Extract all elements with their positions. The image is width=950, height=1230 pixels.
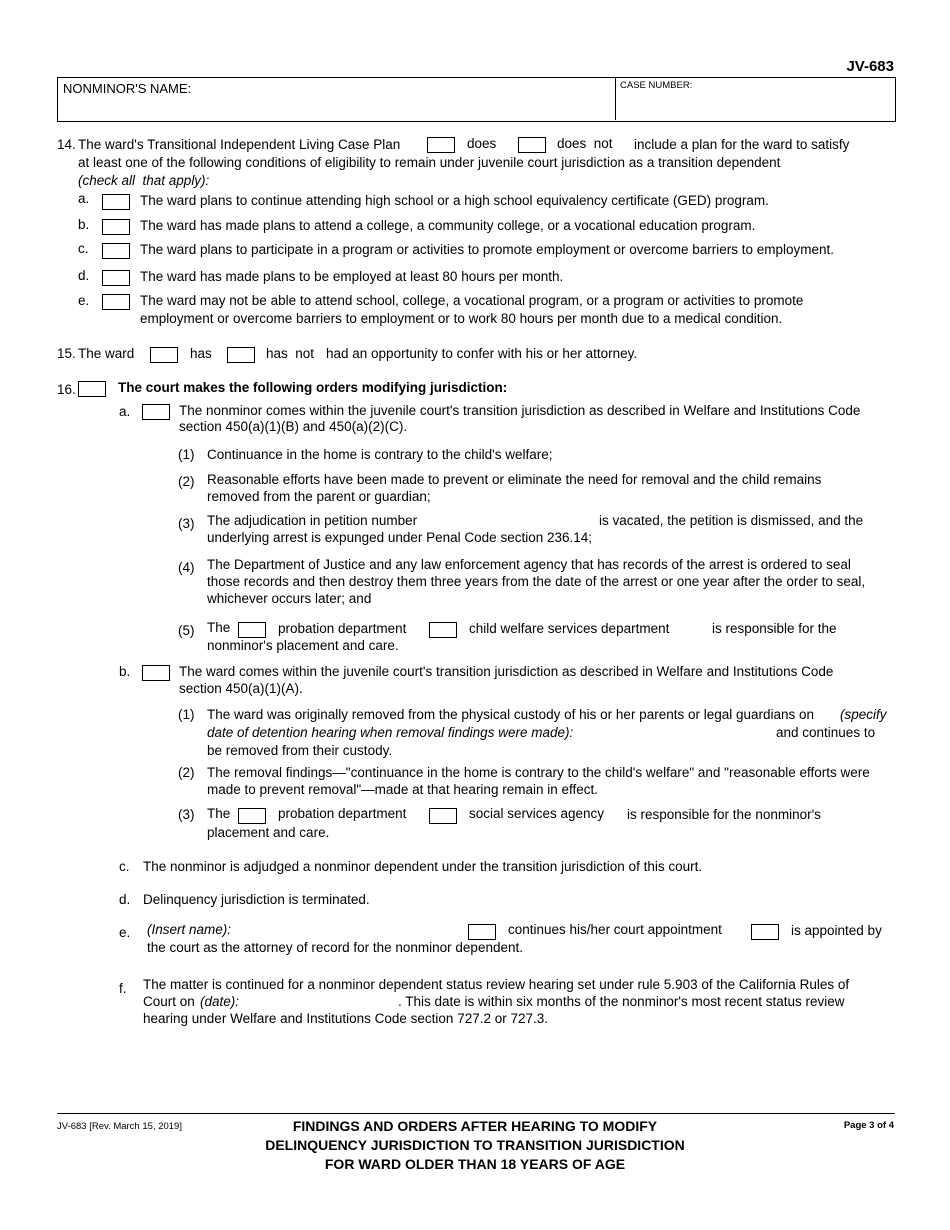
item-16b2-line2: made to prevent removal"—made at that hearing remain in effect. — [207, 782, 598, 797]
item-16b1-line3: be removed from their custody. — [207, 743, 393, 758]
item-16-heading: The court makes the following orders modifying jurisdiction: — [118, 380, 508, 395]
item-14d-checkbox[interactable] — [102, 270, 130, 286]
item-16a4-number: (4) — [178, 560, 195, 575]
item-14-does-not-label: does not — [557, 136, 613, 151]
item-14-does-checkbox[interactable] — [427, 137, 455, 153]
footer-title-line1: FINDINGS AND ORDERS AFTER HEARING TO MODIFY — [292, 1118, 658, 1134]
item-14-option-letter: c. — [78, 241, 89, 256]
item-15-has-checkbox[interactable] — [150, 347, 178, 363]
item-16f-date-label: (date): — [200, 994, 240, 1009]
item-16e-letter: e. — [119, 925, 131, 940]
item-15-tail: had an opportunity to confer with his or her attorney. — [326, 346, 638, 361]
item-14b-text: The ward has made plans to attend a college, a community college, or a vocational education program. — [140, 218, 756, 233]
item-15-has-not-checkbox[interactable] — [227, 347, 255, 363]
item-16f-line1: The matter is continued for a nonminor dependent status review hearing set under rule 5.903 of the California Rules of — [143, 977, 850, 992]
item-16a4-line2: those records and then destroy them three years from the date of the arrest or one year after the order to seal, — [207, 574, 866, 589]
item-16b3-ssa-checkbox[interactable] — [429, 808, 457, 824]
item-16a5-cws-checkbox[interactable] — [429, 622, 457, 638]
case-number-label: CASE NUMBER: — [620, 80, 693, 91]
item-14e-text: The ward may not be able to attend school, college, a vocational program, or a program or activities to promote — [140, 293, 804, 308]
item-16b-checkbox[interactable] — [142, 665, 170, 681]
item-14-tail: include a plan for the ward to satisfy — [634, 137, 850, 152]
item-14-line2: at least one of the following conditions of eligibility to remain under juvenile court jurisdiction as a transition dependent — [78, 155, 781, 170]
item-16f-line3: hearing under Welfare and Institutions Code section 727.2 or 727.3. — [143, 1011, 549, 1026]
item-16a5-number: (5) — [178, 623, 195, 638]
item-15-has-not-label: has not — [266, 346, 315, 361]
item-14-does-label: does — [467, 136, 497, 151]
review-hearing-date-field[interactable] — [250, 994, 395, 1010]
item-16a5-the: The — [207, 620, 231, 635]
item-14d-text: The ward has made plans to be employed at least 80 hours per month. — [140, 269, 564, 284]
footer-title-line3: FOR WARD OLDER THAN 18 YEARS OF AGE — [324, 1156, 626, 1172]
footer-revision: JV-683 [Rev. March 15, 2019] — [57, 1121, 182, 1132]
petition-number-field[interactable] — [430, 513, 590, 529]
item-14c-checkbox[interactable] — [102, 243, 130, 259]
item-14-option-letter: a. — [78, 191, 90, 206]
item-16-checkbox[interactable] — [78, 381, 106, 397]
item-16b1-number: (1) — [178, 707, 195, 722]
item-14a-text: The ward plans to continue attending high school or a high school equivalency certificate (GED) program. — [140, 193, 769, 208]
item-16b3-ssa-label: social services agency — [469, 806, 605, 821]
item-16e-continues-checkbox[interactable] — [468, 924, 496, 940]
item-16f-letter: f. — [119, 981, 127, 996]
item-16a-letter: a. — [119, 404, 131, 419]
item-16d-text: Delinquency jurisdiction is terminated. — [143, 892, 370, 907]
item-14-option-letter: b. — [78, 217, 90, 232]
item-16a5-probation-label: probation department — [278, 621, 407, 636]
item-16e-appointed-checkbox[interactable] — [751, 924, 779, 940]
item-16f-line2a: Court on — [143, 994, 195, 1009]
item-16a3-number: (3) — [178, 516, 195, 531]
item-14-number: 14. — [57, 137, 76, 152]
nonminor-name-label: NONMINOR'S NAME: — [63, 81, 192, 96]
item-16a5-tail: is responsible for the — [712, 621, 837, 636]
item-16a5-probation-checkbox[interactable] — [238, 622, 266, 638]
item-16b1-line1a: The ward was originally removed from the physical custody of his or her parents or legal guardians on — [207, 707, 815, 722]
item-16b2-number: (2) — [178, 765, 195, 780]
item-15-has-label: has — [190, 346, 212, 361]
item-16b1-line1b: (specify — [840, 707, 887, 722]
item-14-option-letter: d. — [78, 268, 90, 283]
item-16b3-number: (3) — [178, 807, 195, 822]
case-number-field[interactable] — [620, 96, 890, 114]
item-15-lead: The ward — [78, 346, 135, 361]
item-16a1-number: (1) — [178, 447, 195, 462]
item-16b2-line1: The removal findings—"continuance in the home is contrary to the child's welfare" and "reasonable efforts were — [207, 765, 870, 780]
item-16b1-line2b: and continues to — [776, 725, 876, 740]
item-14-lead: The ward's Transitional Independent Living Case Plan — [78, 137, 401, 152]
item-14-option-letter: e. — [78, 293, 90, 308]
item-16e-continues-label: continues his/her court appointment — [508, 922, 722, 937]
item-16a4-line3: whichever occurs later; and — [207, 591, 372, 606]
item-14b-checkbox[interactable] — [102, 219, 130, 235]
item-16b-line2: section 450(a)(1)(A). — [179, 681, 303, 696]
footer-rule — [57, 1113, 895, 1114]
item-16a4-line1: The Department of Justice and any law enforcement agency that has records of the arrest is ordered to seal — [207, 557, 851, 572]
footer-title-line2: DELINQUENCY JURISDICTION TO TRANSITION JURISDICTION — [265, 1137, 685, 1153]
item-16a3-tail: is vacated, the petition is dismissed, and the — [599, 513, 864, 528]
item-16c-text: The nonminor is adjudged a nonminor dependent under the transition jurisdiction of this court. — [143, 859, 703, 874]
item-16-number: 16. — [57, 382, 76, 397]
item-16b3-probation-label: probation department — [278, 806, 407, 821]
item-16a-line2: section 450(a)(1)(B) and 450(a)(2)(C). — [179, 419, 408, 434]
footer-page-number: Page 3 of 4 — [843, 1120, 894, 1131]
item-16d-letter: d. — [119, 892, 131, 907]
item-16a1-text: Continuance in the home is contrary to the child's welfare; — [207, 447, 553, 462]
item-16e-insert-label: (Insert name): — [147, 922, 232, 937]
item-14-does-not-checkbox[interactable] — [518, 137, 546, 153]
item-16a5-line2: nonminor's placement and care. — [207, 638, 399, 653]
item-16a-checkbox[interactable] — [142, 404, 170, 420]
item-16b3-the: The — [207, 806, 231, 821]
item-14c-text: The ward plans to participate in a program or activities to promote employment or overcome barriers to employment. — [140, 242, 835, 257]
item-16b-line1: The ward comes within the juvenile court's transition jurisdiction as described in Welfare and Institutions Code — [179, 664, 834, 679]
item-16a-line1: The nonminor comes within the juvenile court's transition jurisdiction as described in Welfare and Institutions Code — [179, 403, 861, 418]
item-16b1-line2a: date of detention hearing when removal findings were made): — [207, 725, 574, 740]
item-16f-line2b: . This date is within six months of the nonminor's most recent status review — [398, 994, 845, 1009]
item-14e-text-line2: employment or overcome barriers to employment or to work 80 hours per month due to a medical condition. — [140, 311, 783, 326]
header-divider — [615, 77, 616, 120]
nonminor-name-field[interactable] — [63, 98, 603, 116]
item-14a-checkbox[interactable] — [102, 194, 130, 210]
item-16a3-line2: underlying arrest is expunged under Penal Code section 236.14; — [207, 530, 593, 545]
item-16b3-tail: is responsible for the nonminor's — [627, 807, 821, 822]
item-16a2-line1: Reasonable efforts have been made to prevent or eliminate the need for removal and the child remains — [207, 472, 822, 487]
item-16b3-probation-checkbox[interactable] — [238, 808, 266, 824]
item-16a3-lead: The adjudication in petition number — [207, 513, 418, 528]
item-16a5-cws-label: child welfare services department — [469, 621, 670, 636]
item-16c-letter: c. — [119, 859, 130, 874]
item-16e-appointed-label: is appointed by — [791, 923, 882, 938]
form-id: JV-683 — [846, 58, 894, 75]
item-16e-line2: the court as the attorney of record for the nonminor dependent. — [147, 940, 523, 955]
item-14e-checkbox[interactable] — [102, 294, 130, 310]
item-15-number: 15. — [57, 346, 76, 361]
item-16b3-line2: placement and care. — [207, 825, 330, 840]
item-16a2-line2: removed from the parent or guardian; — [207, 489, 431, 504]
attorney-name-field[interactable] — [245, 922, 460, 938]
detention-hearing-date-field[interactable] — [592, 725, 767, 741]
item-16b-letter: b. — [119, 664, 131, 679]
item-14-check-all: (check all that apply): — [78, 173, 210, 188]
item-16a2-number: (2) — [178, 474, 195, 489]
